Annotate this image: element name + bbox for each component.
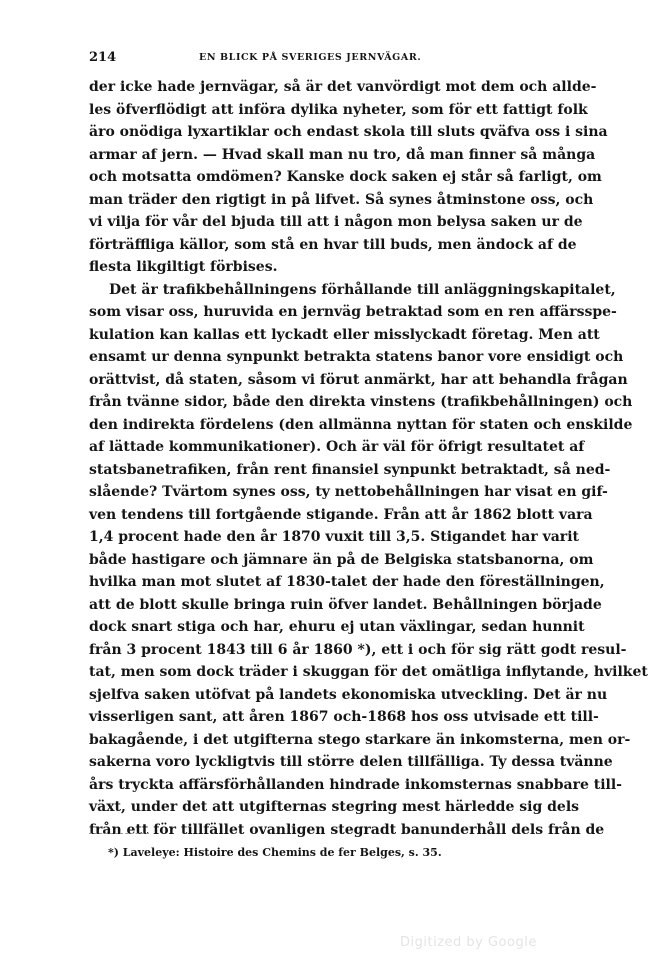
text-line: dock snart stiga och har, ehuru ej utan växlingar, sedan hunnit (89, 619, 585, 635)
text-line: års tryckta affärsförhållanden hindrade inkomsternas snabbare till- (89, 776, 622, 793)
text-line: både hastigare och jämnare än på de Belgiska statsbanorna, om (89, 551, 594, 568)
footnote: *) Laveleye: Histoire des Chemins de fer Belges, s. 35. (108, 846, 442, 859)
text-line: der icke hade jernvägar, så är det vanvördigt mot dem och allde- (89, 79, 597, 95)
text-line: äro onödiga lyxartiklar och endast skola till sluts qväfva oss i sina (89, 124, 608, 140)
text-line: vi vilja för vår del bjuda till att i någon mon belysa saken ur de (89, 214, 583, 230)
text-line: och motsatta omdömen? Kanske dock saken ej står så farligt, om (89, 169, 602, 185)
text-line: växt, under det att utgifternas stegring mest härledde sig dels (89, 799, 580, 815)
text-line: den indirekta fördelens (den allmänna nyttan för staten och enskilde (89, 416, 633, 433)
text-line: les öfverflödigt att införa dylika nyheter, som för ett fattigt folk (89, 101, 588, 118)
text-line: att de blott skulle bringa ruin öfver landet. Behållningen började (89, 596, 602, 613)
running-head-title: EN BLICK PÅ SVERIGES JERNVÄGAR. (199, 52, 422, 63)
text-line: från tvänne sidor, både den direkta vinstens (trafikbehållningen) och (89, 394, 633, 410)
text-line: hvilka man mot slutet af 1830-talet der hade den föreställningen, (89, 574, 605, 590)
text-line: från 3 procent 1843 till 6 år 1860 *), ett i och för sig rätt godt resul- (89, 641, 627, 658)
running-head (89, 50, 541, 70)
text-line: ensamt ur denna synpunkt betrakta statens banor vore ensidigt och (89, 349, 624, 365)
footnote-divider (89, 833, 149, 834)
text-line: man träder den rigtigt in på lifvet. Så synes åtminstone oss, och (89, 191, 594, 208)
text-line: förträffliga källor, som stå en hvar till buds, men ändock af de (89, 236, 577, 253)
text-line: flesta likgiltigt förbises. (89, 259, 278, 275)
text-line: slående? Tvärtom synes oss, ty nettobehållningen har visat en gif- (89, 484, 608, 500)
text-line: sjelfva saken utöfvat på landets ekonomiska utveckling. Det är nu (89, 686, 608, 703)
text-line: sakerna voro lyckligtvis till större delen tillfälliga. Ty dessa tvänne (89, 754, 613, 770)
text-line: visserligen sant, att åren 1867 och-1868 hos oss utvisade ett till- (89, 709, 599, 725)
text-line: från ett för tillfället ovanligen stegradt banunderhåll dels från de (89, 821, 605, 838)
text-line: armar af jern. — Hvad skall man nu tro, då man finner så många (89, 146, 596, 163)
text-line: tat, men som dock träder i skuggan för det omätliga inflytande, hvilket (89, 664, 648, 680)
text-line: Det är trafikbehållningens förhållande till anläggningskapitalet, (109, 281, 616, 298)
text-line: statsbanetrafiken, från rent finansiel synpunkt betraktadt, så ned- (89, 461, 611, 478)
body-text (89, 76, 648, 841)
text-line: ven tendens till fortgående stigande. Från att år 1862 blott vara (89, 506, 593, 523)
text-line: kulation kan kallas ett lyckadt eller misslyckadt företag. Men att (89, 326, 600, 343)
text-line: 1,4 procent hade den år 1870 vuxit till 3,5. Stigandet har varit (89, 529, 579, 545)
text-line: bakagående, i det utgifterna stego starkare än inkomsterna, men or- (89, 731, 631, 748)
text-line: orättvist, då staten, såsom vi förut anmärkt, har att behandla frågan (89, 371, 628, 388)
text-line: af lättade kommunikationer). Och är väl för öfrigt resultatet af (89, 439, 585, 455)
text-line: som visar oss, huruvida en jernväg betraktad som en ren affärsspe- (89, 304, 617, 320)
watermark: Digitized by Google (400, 935, 537, 950)
page-number: 214 (89, 50, 117, 65)
